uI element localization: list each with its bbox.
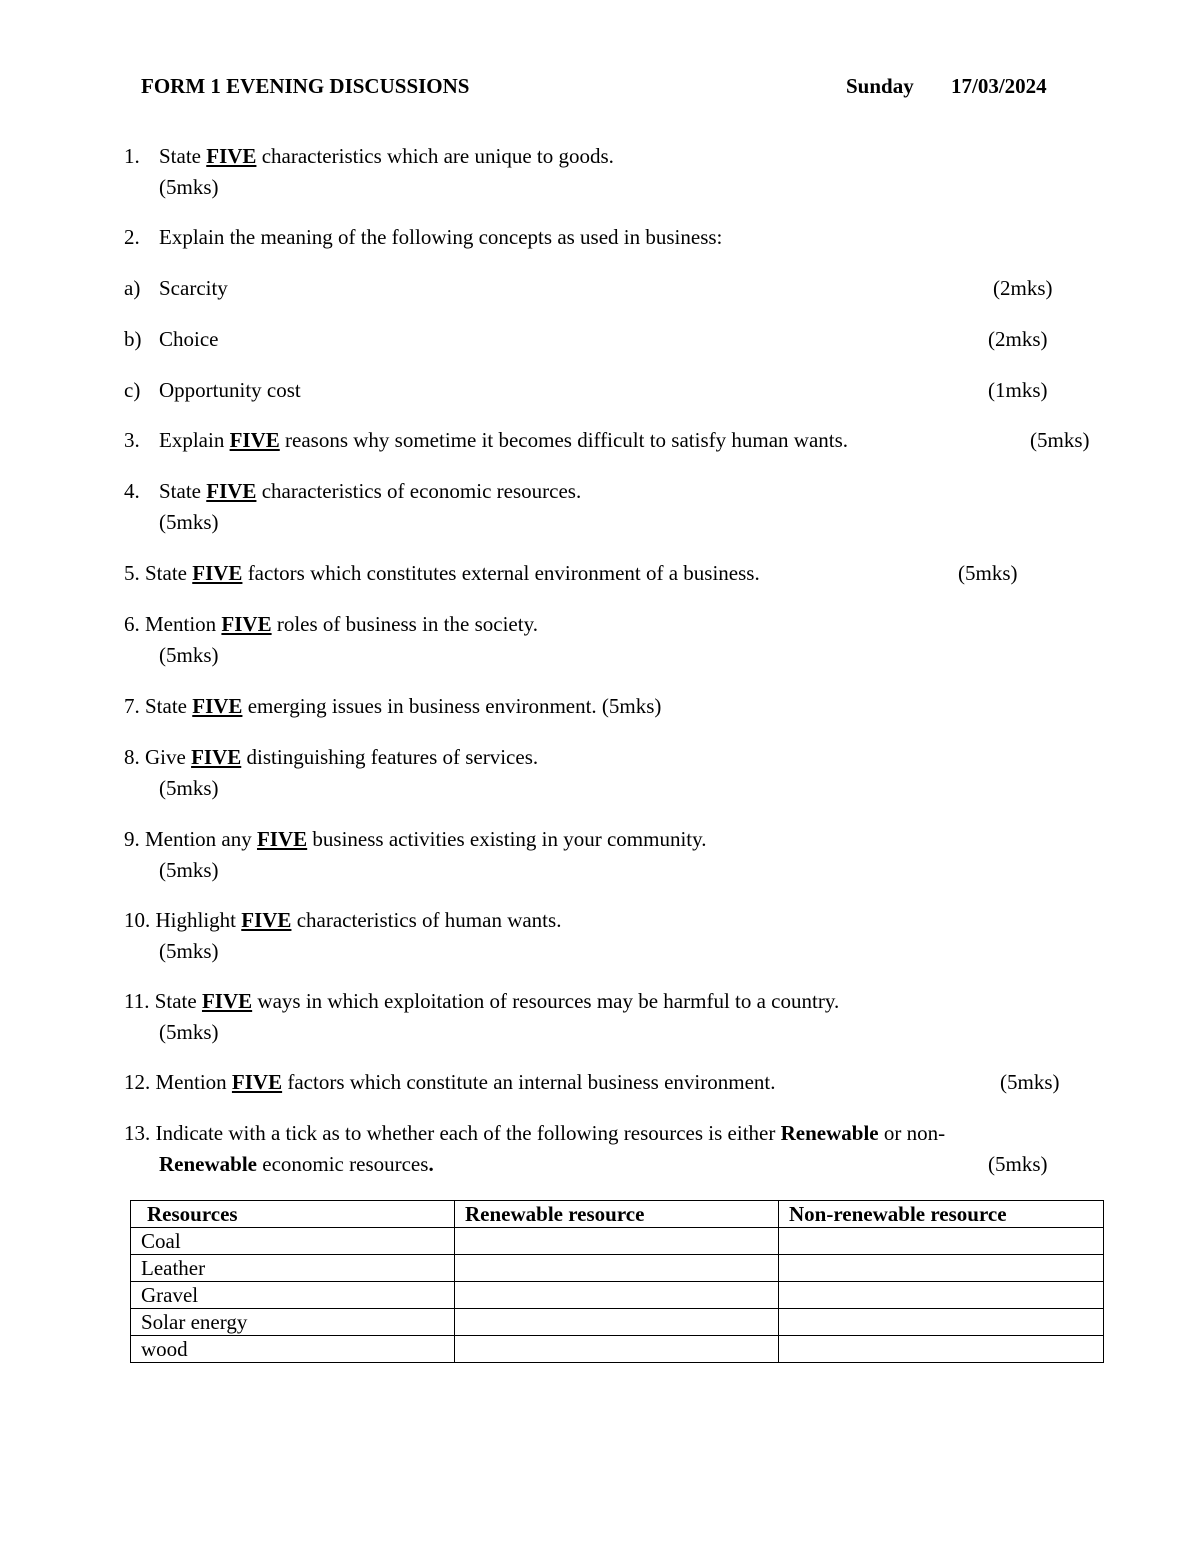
renewable-tick-cell[interactable] bbox=[455, 1336, 779, 1363]
resource-name: Gravel bbox=[131, 1282, 455, 1309]
question-2-number: 2. bbox=[124, 225, 140, 249]
question-2a-label: a) bbox=[124, 276, 141, 300]
question-2a-text: Scarcity bbox=[159, 276, 228, 300]
resource-name: Solar energy bbox=[131, 1309, 455, 1336]
question-2c-marks: (1mks) bbox=[988, 378, 1048, 402]
table-row bbox=[131, 1309, 1104, 1336]
question-13-text-line1: 13. Indicate with a tick as to whether each of the following resources is either Renewable or non- bbox=[124, 1121, 946, 1145]
question-2b-marks: (2mks) bbox=[988, 327, 1048, 351]
question-4-number: 4. bbox=[124, 479, 140, 503]
resource-name: Leather bbox=[131, 1255, 455, 1282]
question-2b-label: b) bbox=[124, 327, 142, 351]
page-title: FORM 1 EVENING DISCUSSIONS bbox=[141, 74, 470, 98]
question-11-marks: (5mks) bbox=[159, 1020, 219, 1044]
question-13-marks: (5mks) bbox=[988, 1152, 1048, 1176]
question-13-text-line2: Renewable economic resources. bbox=[159, 1152, 434, 1176]
non-renewable-tick-cell[interactable] bbox=[779, 1228, 1104, 1255]
renewable-tick-cell[interactable] bbox=[455, 1255, 779, 1282]
question-3-text: Explain FIVE reasons why sometime it becomes difficult to satisfy human wants. bbox=[159, 428, 849, 452]
resource-name: Coal bbox=[131, 1228, 455, 1255]
question-8-text: 8. Give FIVE distinguishing features of services. bbox=[124, 745, 539, 769]
question-10-text: 10. Highlight FIVE characteristics of human wants. bbox=[124, 908, 562, 932]
question-11-text: 11. State FIVE ways in which exploitation of resources may be harmful to a country. bbox=[124, 989, 840, 1013]
question-2c-text: Opportunity cost bbox=[159, 378, 301, 402]
question-12-marks: (5mks) bbox=[1000, 1070, 1060, 1094]
question-4-marks: (5mks) bbox=[159, 510, 219, 534]
question-6-text: 6. Mention FIVE roles of business in the society. bbox=[124, 612, 538, 636]
question-3-marks: (5mks) bbox=[1030, 428, 1090, 452]
table-header-resources: Resources bbox=[131, 1201, 455, 1228]
question-5-text: 5. State FIVE factors which constitutes external environment of a business. bbox=[124, 561, 760, 585]
header-day: Sunday bbox=[846, 74, 914, 98]
renewable-tick-cell[interactable] bbox=[455, 1309, 779, 1336]
question-1-number: 1. bbox=[124, 144, 140, 168]
question-12-text: 12. Mention FIVE factors which constitute an internal business environment. bbox=[124, 1070, 776, 1094]
question-8-marks: (5mks) bbox=[159, 776, 219, 800]
table-row bbox=[131, 1336, 1104, 1363]
resource-name: wood bbox=[131, 1336, 455, 1363]
non-renewable-tick-cell[interactable] bbox=[779, 1336, 1104, 1363]
table-row bbox=[131, 1255, 1104, 1282]
renewable-tick-cell[interactable] bbox=[455, 1228, 779, 1255]
non-renewable-tick-cell[interactable] bbox=[779, 1282, 1104, 1309]
question-4-text: State FIVE characteristics of economic resources. bbox=[159, 479, 582, 503]
question-10-marks: (5mks) bbox=[159, 939, 219, 963]
question-2-text: Explain the meaning of the following concepts as used in business: bbox=[159, 225, 723, 249]
question-1-marks: (5mks) bbox=[159, 175, 219, 199]
table-header-renewable: Renewable resource bbox=[455, 1201, 779, 1228]
table-header-row bbox=[131, 1201, 1104, 1228]
question-3-number: 3. bbox=[124, 428, 140, 452]
question-6-marks: (5mks) bbox=[159, 643, 219, 667]
table-header-non-renewable: Non-renewable resource bbox=[779, 1201, 1104, 1228]
question-5-marks: (5mks) bbox=[958, 561, 1018, 585]
question-7-text: 7. State FIVE emerging issues in business environment. (5mks) bbox=[124, 694, 662, 718]
table-row bbox=[131, 1228, 1104, 1255]
non-renewable-tick-cell[interactable] bbox=[779, 1309, 1104, 1336]
non-renewable-tick-cell[interactable] bbox=[779, 1255, 1104, 1282]
question-9-marks: (5mks) bbox=[159, 858, 219, 882]
table-row bbox=[131, 1282, 1104, 1309]
question-2c-label: c) bbox=[124, 378, 141, 402]
resources-table bbox=[130, 1200, 1104, 1363]
question-1-text: State FIVE characteristics which are unique to goods. bbox=[159, 144, 614, 168]
renewable-tick-cell[interactable] bbox=[455, 1282, 779, 1309]
question-2a-marks: (2mks) bbox=[993, 276, 1053, 300]
question-2b-text: Choice bbox=[159, 327, 219, 351]
header-date: 17/03/2024 bbox=[951, 74, 1047, 98]
question-9-text: 9. Mention any FIVE business activities existing in your community. bbox=[124, 827, 707, 851]
